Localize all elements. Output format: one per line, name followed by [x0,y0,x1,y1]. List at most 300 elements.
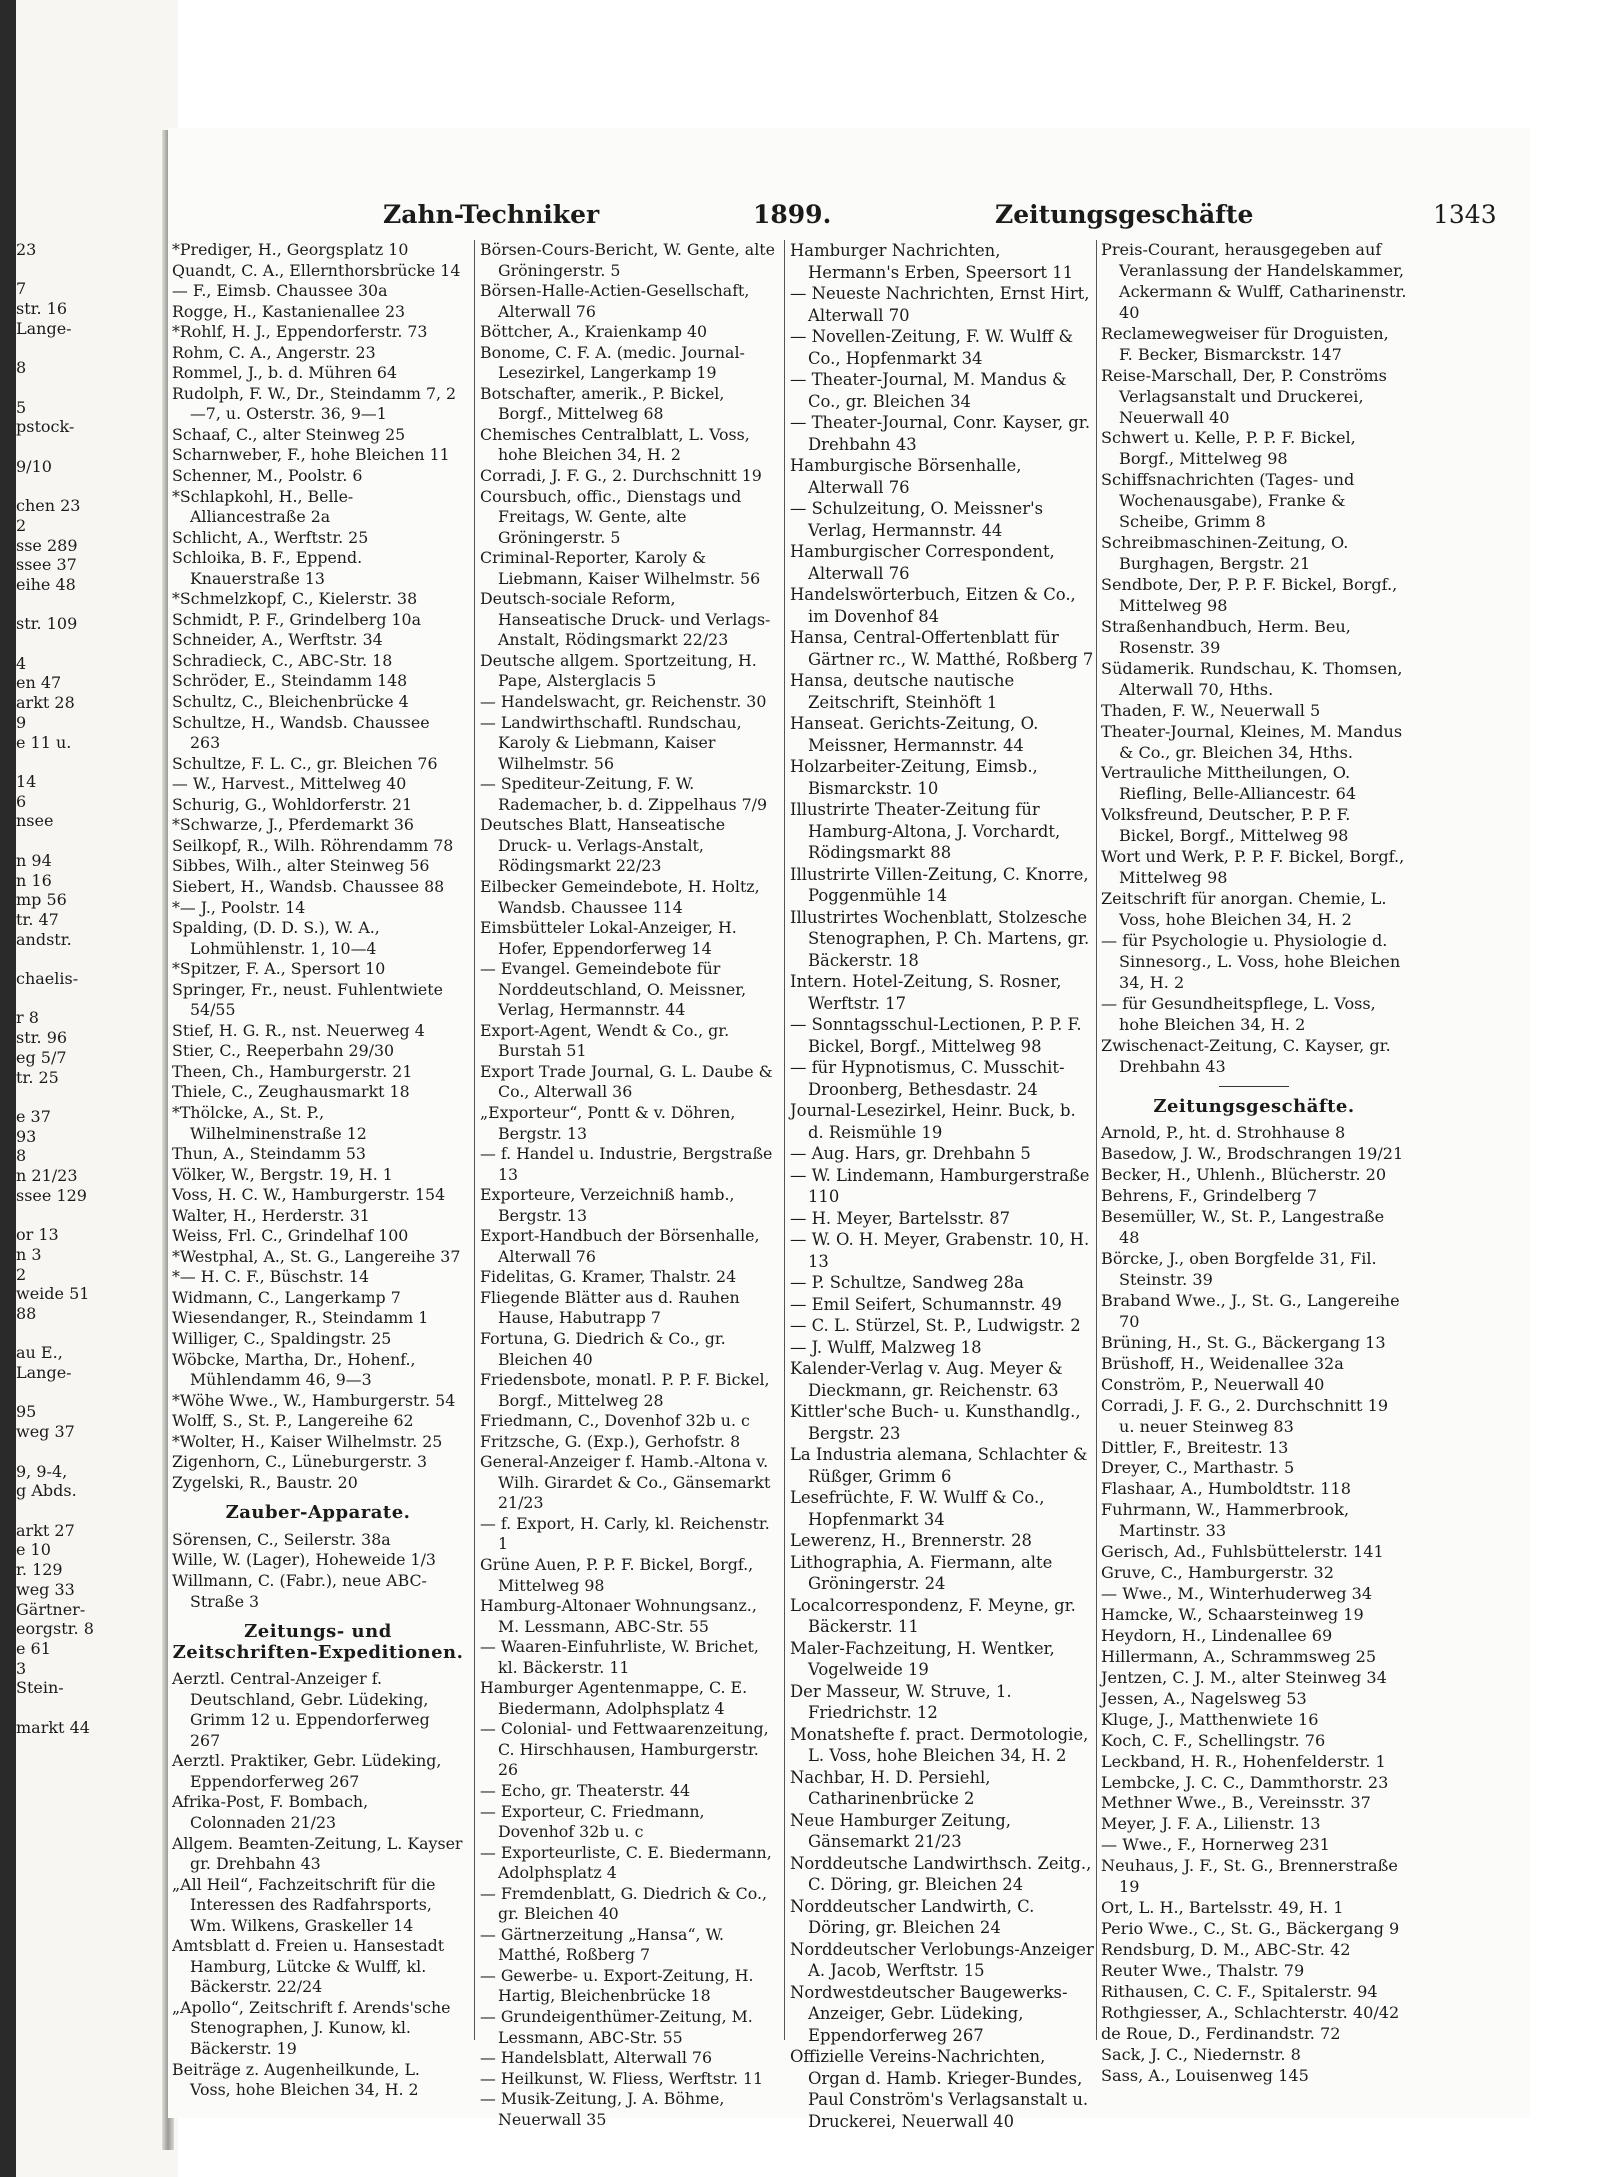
facing-page-fragment: eihe 48 [16,574,76,594]
directory-entry: „Apollo“, Zeitschrift f. Arends'sche Stenographen, J. Kunow, kl. Bäckerstr. 19 [172,1997,451,2059]
directory-entry: Handelswörterbuch, Eitzen & Co., im Dovenhof 84 [790,585,1076,626]
directory-entry: Schaaf, C., alter Steinweg 25 [172,424,406,444]
directory-entry: Schradieck, C., ABC-Str. 18 [172,650,393,670]
facing-page-fragment: 7 [16,279,27,299]
facing-page-fragment: n 3 [16,1244,42,1264]
directory-entry: Thun, A., Steindamm 53 [172,1144,366,1164]
directory-entry: Hamcke, W., Schaarsteinweg 19 [1101,1605,1364,1624]
directory-entry: — f. Handel u. Industrie, Bergstraße 13 [480,1144,773,1184]
directory-entry: Leckband, H. R., Hohenfelderstr. 1 [1101,1751,1386,1771]
directory-entry: Schiffsnachrichten (Tages- und Wochenausgabe), Franke & Scheibe, Grimm 8 [1101,470,1355,532]
directory-entry: — Landwirthschaftl. Rundschau, Karoly & Liebmann, Kaiser Wilhelmstr. 56 [480,712,742,773]
facing-page-fragment: Lange- [16,318,72,338]
section-heading: Zeitungsgeschäfte. [1153,1095,1355,1117]
directory-entry: Hamburgischer Correspondent, Alterwall 76 [790,542,1055,583]
facing-page-fragment: pstock- [16,417,75,437]
facing-page-fragment: chaelis- [16,969,79,989]
directory-entry: Grüne Auen, P. P. F. Bickel, Borgf., Mittelweg 98 [480,1555,754,1595]
directory-entry: Hamburg-Altonaer Wohnungsanz., M. Lessmann, ABC-Str. 55 [480,1596,757,1636]
directory-entry: Stier, C., Reeperbahn 29/30 [172,1041,395,1061]
column-4 [1101,240,1407,2087]
page-number: 1343 [1433,200,1497,229]
column-rule [474,240,475,2040]
facing-page-fragment: r 8 [16,1008,39,1028]
facing-page-fragment: arkt 28 [16,693,75,713]
facing-page-fragment [16,260,162,280]
directory-entry: Siebert, H., Wandsb. Chaussee 88 [172,876,445,896]
header-year: 1899. [753,200,832,229]
directory-entry: Brüshoff, H., Weidenallee 32a [1101,1353,1344,1373]
directory-entry: — Novellen-Zeitung, F. W. Wulff & Co., Hopfenmarkt 34 [790,327,1074,368]
directory-entry: Koch, C. F., Schellingstr. 76 [1101,1730,1326,1750]
facing-page-fragment: 6 [16,791,27,811]
directory-entry: Sibbes, Wilh., alter Steinweg 56 [172,856,430,876]
facing-page-fragment [16,378,162,398]
page-header [383,200,1503,236]
directory-entry: Arnold, P., ht. d. Strohhause 8 [1101,1123,1346,1143]
directory-entry: Kalender-Verlag v. Aug. Meyer & Dieckmann, gr. Reichenstr. 63 [790,1359,1063,1400]
directory-entry: Basedow, J. W., Brodschrangen 19/21 [1101,1144,1404,1164]
directory-entry: Beiträge z. Augenheilkunde, L. Voss, hohe Bleichen 34, H. 2 [172,2059,420,2100]
directory-entry: — Sonntagsschul-Lectionen, P. P. F. Bickel, Borgf., Mittelweg 98 [790,1015,1082,1056]
directory-entry: Behrens, F., Grindelberg 7 [1101,1186,1318,1206]
directory-entry: — Gewerbe- u. Export-Zeitung, H. Hartig, Bleichenbrücke 18 [480,1965,754,2006]
directory-entry: Localcorrespondenz, F. Meyne, gr. Bäckerstr. 11 [790,1595,1076,1636]
directory-entry: — Handelsblatt, Alterwall 76 [480,2048,713,2068]
directory-entry: Fliegende Blätter aus d. Rauhen Hause, Habutrapp 7 [480,1287,740,1328]
directory-entry: Straßenhandbuch, Herm. Beu, Rosenstr. 39 [1101,616,1351,657]
directory-entry: Aerztl. Central-Anzeiger f. Deutschland, Gebr. Lüdeking, Grimm 12 u. Eppendorferweg 267 [172,1669,430,1750]
directory-entry: „Exporteur“, Pontt & v. Döhren, Bergstr. 13 [480,1102,736,1143]
directory-entry: Schultz, C., Bleichenbrücke 4 [172,692,409,712]
directory-entry: — für Gesundheitspflege, L. Voss, hohe Bleichen 34, H. 2 [1101,993,1376,1034]
facing-page-fragment: 5 [16,397,27,417]
facing-page-fragment: n 21/23 [16,1166,78,1186]
directory-entry: Wille, W. (Lager), Hoheweide 1/3 [172,1550,436,1570]
facing-page-fragment: Lange- [16,1363,72,1383]
directory-entry: Export Trade Journal, G. L. Daube & Co., Alterwall 36 [480,1061,773,1102]
directory-entry: Hillermann, A., Schrammsweg 25 [1101,1646,1377,1666]
facing-page-fragment: 23 [16,240,37,259]
directory-entry: Eimsbütteler Lokal-Anzeiger, H. Hofer, Eppendorferweg 14 [480,918,737,958]
directory-entry: Nachbar, H. D. Persiehl, Catharinenbrücke 2 [790,1767,991,1808]
directory-entry: Brüning, H., St. G., Bäckergang 13 [1101,1332,1386,1352]
facing-page-fragment: 4 [16,653,27,673]
directory-entry: Thiele, C., Zeughausmarkt 18 [172,1082,410,1102]
directory-entry: Monatshefte f. pract. Dermotologie, L. Voss, hohe Bleichen 34, H. 2 [790,1724,1089,1765]
directory-entry: *Westphal, A., St. G., Langereihe 37 [172,1246,461,1266]
facing-page-fragment [16,1442,162,1462]
directory-entry: Sendbote, Der, P. P. F. Bickel, Borgf., Mittelweg 98 [1101,575,1398,615]
facing-page-fragment: 93 [16,1126,37,1146]
directory-entry: Maler-Fachzeitung, H. Wentker, Vogelweide 19 [790,1638,1055,1679]
directory-entry: Jessen, A., Nagelsweg 53 [1101,1688,1307,1708]
directory-entry: Schreibmaschinen-Zeitung, O. Burghagen, Bergstr. 21 [1101,533,1349,574]
directory-entry: Schneider, A., Werftstr. 34 [172,630,383,650]
directory-entry: Wort und Werk, P. P. F. Bickel, Borgf., Mittelweg 98 [1101,847,1405,888]
facing-page-fragment: ssee 129 [16,1185,87,1205]
directory-entry: Völker, W., Bergstr. 19, H. 1 [172,1164,393,1184]
directory-entry: Illustrirte Theater-Zeitung für Hamburg-Altona, J. Vorchardt, Rödingsmarkt 88 [790,800,1061,862]
directory-entry: Willmann, C. (Fabr.), neue ABC-Straße 3 [172,1571,427,1611]
directory-entry: — Emil Seifert, Schumannstr. 49 [790,1294,1062,1314]
directory-entry: — Grundeigenthümer-Zeitung, M. Lessmann, ABC-Str. 55 [480,2007,753,2047]
directory-entry: Intern. Hotel-Zeitung, S. Rosner, Werftstr. 17 [790,972,1062,1013]
facing-page-fragment: eorgstr. 8 [16,1619,94,1639]
column-rule [1096,240,1097,2040]
directory-entry: — für Psychologie u. Physiologie d. Sinnesorg., L. Voss, hohe Bleichen 34, H. 2 [1101,930,1401,992]
directory-entry: Sack, J. C., Niedernstr. 8 [1101,2044,1301,2064]
directory-entry: Allgem. Beamten-Zeitung, L. Kayser gr. Drehbahn 43 [172,1833,463,1874]
directory-entry: Rothgiesser, A., Schlachterstr. 40/42 [1101,2002,1400,2022]
directory-entry: Aerztl. Praktiker, Gebr. Lüdeking, Eppendorferweg 267 [172,1751,442,1791]
directory-entry: Schultze, F. L. C., gr. Bleichen 76 [172,753,438,773]
directory-entry: Williger, C., Spaldingstr. 25 [172,1328,392,1348]
facing-page-fragment: 9/10 [16,456,52,476]
facing-page-fragment [16,1501,162,1521]
facing-page-fragment [16,831,162,851]
directory-entry: — Aug. Hars, gr. Drehbahn 5 [790,1144,1031,1163]
facing-page-fragment: g Abds. [16,1481,77,1501]
column-3 [790,240,1094,2132]
directory-entry: Deutsche allgem. Sportzeitung, H. Pape, Alsterglacis 5 [480,650,757,691]
directory-entry: Böttcher, A., Kraienkamp 40 [480,322,708,342]
facing-page-fragment: au E., [16,1343,63,1363]
directory-entry: *Schmelzkopf, C., Kielerstr. 38 [172,589,418,609]
directory-entry: *Schwarze, J., Pferdemarkt 36 [172,815,414,835]
directory-entry: Wiesendanger, R., Steindamm 1 [172,1308,429,1328]
directory-entry: Preis-Courant, herausgegeben auf Veranlassung der Handelskammer, Ackermann & Wulff, Catharinenstr. 40 [1101,240,1407,322]
directory-entry: Rudolph, F. W., Dr., Steindamm 7, 2—7, u. Osterstr. 36, 9—1 [172,383,457,424]
facing-page-fragment: or 13 [16,1225,59,1245]
directory-entry: Reise-Marschall, Der, P. Conströms Verlagsanstalt und Druckerei, Neuerwall 40 [1101,365,1387,427]
facing-page-fragment: 3 [16,1658,27,1678]
directory-entry: Lewerenz, H., Brennerstr. 28 [790,1531,1032,1550]
directory-entry: Schmidt, P. F., Grindelberg 10a [172,609,421,629]
facing-page-fragment [16,476,162,496]
directory-entry: Zwischenact-Zeitung, C. Kayser, gr. Drehbahn 43 [1101,1035,1391,1076]
facing-page-fragment: Gärtner- [16,1599,86,1619]
facing-page-fragment [16,1383,162,1403]
directory-entry: — Spediteur-Zeitung, F. W. Rademacher, b. d. Zippelhaus 7/9 [480,774,768,814]
directory-entry: Hamburger Nachrichten, Hermann's Erben, Speersort 11 [790,241,1074,282]
facing-page-fragment: weide 51 [16,1284,90,1304]
facing-page-fragment: n 94 [16,850,52,870]
facing-page-fragment: Stein- [16,1678,64,1698]
directory-entry: Deutsch-sociale Reform, Hanseatische Druck- und Verlags-Anstalt, Rödingsmarkt 22/23 [480,589,771,650]
column-1 [172,240,464,2101]
facing-page-fragment: eg 5/7 [16,1047,67,1067]
directory-entry: Sass, A., Louisenweg 145 [1101,2065,1309,2085]
directory-entry: Scharnweber, F., hohe Bleichen 11 [172,445,450,465]
directory-entry: Meyer, J. F. A., Lilienstr. 13 [1101,1814,1321,1834]
directory-entry: Hamburgische Börsenhalle, Alterwall 76 [790,456,1022,497]
directory-entry: Hansa, Central-Offertenblatt für Gärtner rc., W. Matthé, Roßberg 7 [790,628,1094,669]
directory-entry: *Rohlf, H. J., Eppendorferstr. 73 [172,322,428,342]
facing-page-fragment: tr. 25 [16,1067,59,1087]
facing-page-fragment: nsee [16,811,54,831]
directory-entry: Hamburger Agentenmappe, C. E. Biedermann, Adolphsplatz 4 [480,1678,748,1718]
binding-shadow [0,0,16,2177]
directory-entry: Börcke, J., oben Borgfelde 31, Fil. Steinstr. 39 [1101,1249,1377,1289]
directory-entry: Norddeutsche Landwirthsch. Zeitg., C. Döring, gr. Bleichen 24 [790,1853,1092,1894]
directory-entry: Wöbcke, Martha, Dr., Hohenf., Mühlendamm 46, 9—3 [172,1349,416,1390]
directory-entry: Illustrirte Villen-Zeitung, C. Knorre, Poggenmühle 14 [790,864,1089,905]
directory-entry: Kluge, J., Matthenwiete 16 [1101,1709,1319,1729]
directory-entry: *— J., Poolstr. 14 [172,897,306,917]
directory-entry: — Exporteur, C. Friedmann, Dovenhof 32b u. c [480,1801,705,1842]
facing-page-fragment [16,752,162,772]
facing-page-fragment: 2 [16,1264,27,1284]
facing-page-column [16,240,162,1737]
directory-entry: Schurig, G., Wohldorferstr. 21 [172,794,413,814]
facing-page-fragment: e 37 [16,1106,51,1126]
facing-page-fragment: str. 16 [16,299,68,319]
directory-entry: — Colonial- und Fettwaarenzeitung, C. Hirschhausen, Hamburgerstr. 26 [480,1719,769,1780]
directory-entry: *Schlapkohl, H., Belle-Alliancestraße 2a [172,486,354,527]
facing-page-fragment [16,949,162,969]
directory-entry: Botschafter, amerik., P. Bickel, Borgf., Mittelweg 68 [480,383,725,424]
directory-entry: Illustrirtes Wochenblatt, Stolzesche Stenographen, P. Ch. Martens, gr. Bäckerstr. 18 [790,907,1090,970]
facing-page-fragment: e 10 [16,1540,51,1560]
directory-entry: Rithausen, C. C. F., Spitalerstr. 94 [1101,1981,1378,2001]
directory-entry: Eilbecker Gemeindebote, H. Holtz, Wandsb. Chaussee 114 [480,876,760,917]
directory-entry: Methner Wwe., B., Vereinsstr. 37 [1101,1793,1371,1813]
facing-page-fragment [16,1205,162,1225]
directory-entry: — Exporteurliste, C. E. Biedermann, Adolphsplatz 4 [480,1842,772,1883]
directory-entry: Volksfreund, Deutscher, P. P. F. Bickel, Borgf., Mittelweg 98 [1101,805,1351,846]
facing-page-fragment: weg 33 [16,1579,75,1599]
directory-entry: Voss, H. C. W., Hamburgerstr. 154 [172,1185,446,1205]
directory-entry: Perio Wwe., C., St. G., Bäckergang 9 [1101,1919,1400,1939]
directory-entry: Fuhrmann, W., Hammerbrook, Martinstr. 33 [1101,1500,1350,1541]
directory-entry: Export-Agent, Wendt & Co., gr. Burstah 51 [480,1020,730,1061]
directory-entry: — Fremdenblatt, G. Diedrich & Co., gr. Bleichen 40 [480,1883,767,1924]
facing-page-fragment: chen 23 [16,496,81,516]
facing-page-fragment: 95 [16,1402,37,1422]
facing-page-fragment: e 11 u. [16,732,72,752]
directory-entry: *Prediger, H., Georgsplatz 10 [172,240,409,259]
column-2 [480,240,775,2130]
facing-page-fragment: str. 96 [16,1028,68,1048]
directory-entry: Sörensen, C., Seilerstr. 38a [172,1529,391,1549]
section-divider [1219,1086,1289,1087]
directory-entry: — Musik-Zeitung, J. A. Böhme, Neuerwall 35 [480,2089,725,2129]
directory-entry: Thaden, F. W., Neuerwall 5 [1101,700,1321,720]
directory-entry: Schloika, B. F., Eppend. Knauerstraße 13 [172,548,363,588]
directory-entry: *Spitzer, F. A., Spersort 10 [172,959,386,979]
facing-page-fragment: arkt 27 [16,1520,75,1540]
directory-entry: Amtsblatt d. Freien u. Hansestadt Hamburg, Lütcke & Wulff, kl. Bäckerstr. 22/24 [172,1936,445,1997]
directory-entry: — F., Eimsb. Chaussee 30a [172,281,388,301]
directory-entry: Südamerik. Rundschau, K. Thomsen, Alterwall 70, Hths. [1101,658,1403,699]
facing-page-fragment [16,1324,162,1344]
directory-entry: Springer, Fr., neust. Fuhlentwiete 54/55 [172,979,443,1020]
directory-entry: — J. Wulff, Malzweg 18 [790,1337,982,1357]
directory-entry: Ort, L. H., Bartelsstr. 49, H. 1 [1101,1898,1344,1918]
directory-entry: — Gärtnerzeitung „Hansa“, W. Matthé, Roßberg 7 [480,1924,725,1965]
facing-page-fragment: tr. 47 [16,909,59,929]
facing-page-fragment: sse 289 [16,535,78,555]
directory-entry: Friedensbote, monatl. P. P. F. Bickel, Borgf., Mittelweg 28 [480,1370,770,1410]
directory-entry: Bonome, C. F. A. (medic. Journal-Lesezirkel, Langerkamp 19 [480,342,745,383]
section-heading: Zeitungs- und Zeitschriften-Expeditionen. [172,1621,464,1663]
facing-page-fragment: n 16 [16,870,52,890]
facing-page-fragment: weg 37 [16,1422,75,1442]
directory-entry: de Roue, D., Ferdinandstr. 72 [1101,2023,1341,2043]
directory-entry: — für Hypnotismus, C. Musschit-Droonberg, Bethesdastr. 24 [790,1058,1065,1099]
directory-entry: Corradi, J. F. G., 2. Durchschnitt 19 [480,466,762,486]
facing-page-fragment: 9, 9-4, [16,1461,68,1481]
directory-entry: Nordwestdeutscher Baugewerks-Anzeiger, Gebr. Lüdeking, Eppendorferweg 267 [790,1982,1068,2045]
directory-entry: — Evangel. Gemeindebote für Norddeutschland, O. Meissner, Verlag, Hermannstr. 44 [480,959,747,1020]
directory-entry: — Waaren-Einfuhrliste, W. Brichet, kl. Bäckerstr. 11 [480,1637,759,1677]
facing-page-fragment: 2 [16,515,27,535]
facing-page-fragment [16,339,162,359]
column-rule [784,240,785,2040]
facing-page-fragment [16,1087,162,1107]
directory-entry: Der Masseur, W. Struve, 1. Friedrichstr. 12 [790,1681,1012,1722]
directory-entry: Schenner, M., Poolstr. 6 [172,466,363,486]
section-heading: Zauber-Apparate. [225,1502,411,1524]
directory-entry: Stief, H. G. R., nst. Neuerweg 4 [172,1020,425,1040]
directory-entry: Chemisches Centralblatt, L. Voss, hohe Bleichen 34, H. 2 [480,424,750,465]
directory-entry: — W. Lindemann, Hamburgerstraße 110 [790,1165,1090,1206]
directory-entry: Rogge, H., Kastanienallee 23 [172,301,406,321]
directory-entry: *Wolter, H., Kaiser Wilhelmstr. 25 [172,1431,443,1451]
directory-entry: Rommel, J., b. d. Mühren 64 [172,363,398,383]
facing-page-fragment: 9 [16,712,27,732]
facing-page-fragment: ssee 37 [16,555,77,575]
directory-entry: Reclamewegweiser für Droguisten, F. Becker, Bismarckstr. 147 [1101,323,1389,364]
directory-entry: Norddeutscher Landwirth, C. Döring, gr. Bleichen 24 [790,1896,1035,1937]
directory-entry: Holzarbeiter-Zeitung, Eimsb., Bismarckstr. 10 [790,757,1038,798]
directory-entry: Fritzsche, G. (Exp.), Gerhofstr. 8 [480,1431,741,1451]
directory-entry: Exporteure, Verzeichniß hamb., Bergstr. 13 [480,1185,735,1225]
directory-entry: — P. Schultze, Sandweg 28a [790,1273,1024,1292]
facing-page-fragment: 14 [16,771,37,791]
directory-entry: Coursbuch, offic., Dienstags und Freitags, W. Gente, alte Gröningerstr. 5 [480,486,742,547]
directory-entry: Fortuna, G. Diedrich & Co., gr. Bleichen 40 [480,1328,726,1369]
facing-page-fragment: andstr. [16,929,72,949]
directory-entry: — Wwe., M., Winterhuderweg 34 [1101,1584,1373,1604]
directory-entry: Rendsburg, D. M., ABC-Str. 42 [1101,1940,1351,1959]
directory-entry: General-Anzeiger f. Hamb.-Altona v. Wilh. Girardet & Co., Gänsemarkt 21/23 [480,1452,771,1513]
directory-entry: Heydorn, H., Lindenallee 69 [1101,1625,1333,1645]
header-section: Zeitungsgeschäfte [995,200,1254,229]
directory-entry: Spalding, (D. D. S.), W. A., Lohmühlenstr. 1, 10—4 [172,918,380,958]
directory-entry: *— H. C. F., Büschstr. 14 [172,1267,369,1287]
facing-page-fragment: e 61 [16,1638,51,1658]
directory-entry: Deutsches Blatt, Hanseatische Druck- u. Verlags-Anstalt, Rödingsmarkt 22/23 [480,815,726,876]
directory-entry: Hanseat. Gerichts-Zeitung, O. Meissner, Hermannstr. 44 [790,714,1039,755]
directory-entry: Seilkopf, R., Wilh. Röhrendamm 78 [172,835,454,855]
directory-entry: Zeitschrift für anorgan. Chemie, L. Voss, hohe Bleichen 34, H. 2 [1101,889,1387,929]
facing-page-fragment [16,595,162,615]
directory-entry: Vertrauliche Mittheilungen, O. Riefling, Belle-Alliancestr. 64 [1101,763,1357,804]
directory-entry: Börsen-Cours-Bericht, W. Gente, alte Gröningerstr. 5 [480,240,775,280]
directory-entry: Schlicht, A., Werftstr. 25 [172,527,369,547]
directory-entry: Theater-Journal, Kleines, M. Mandus & Co., gr. Bleichen 34, Hths. [1101,721,1403,762]
directory-entry: — Wwe., F., Hornerweg 231 [1101,1835,1330,1855]
directory-entry: — W., Harvest., Mittelweg 40 [172,774,407,794]
directory-entry: Zygelski, R., Baustr. 20 [172,1472,358,1492]
directory-entry: — Echo, gr. Theaterstr. 44 [480,1781,691,1801]
directory-entry: Afrika-Post, F. Bombach, Colonnaden 21/23 [172,1792,369,1833]
directory-entry: Neue Hamburger Zeitung, Gänsemarkt 21/23 [790,1810,1011,1851]
facing-page-fragment: 88 [16,1303,37,1323]
directory-entry: Export-Handbuch der Börsenhalle, Alterwall 76 [480,1226,760,1266]
directory-entry: — Schulzeitung, O. Meissner's Verlag, Hermannstr. 44 [790,499,1044,540]
facing-page-fragment: r. 129 [16,1560,63,1580]
facing-page-fragment: en 47 [16,673,62,693]
directory-entry: Schwert u. Kelle, P. P. F. Bickel, Borgf., Mittelweg 98 [1101,428,1356,469]
directory-entry: Quandt, C. A., Ellernthorsbrücke 14 [172,260,461,280]
directory-entry: Lembcke, J. C. C., Dammthorstr. 23 [1101,1772,1389,1792]
directory-entry: Offizielle Vereins-Nachrichten, Organ d. Hamb. Krieger-Bundes, Paul Conström's Verlagsanstalt u. Druckerei, Neuerwall 40 [790,2047,1089,2131]
directory-entry: Lithographia, A. Fiermann, alte Gröningerstr. 24 [790,1552,1053,1593]
directory-entry: — Handelswacht, gr. Reichenstr. 30 [480,692,767,712]
facing-page-edge [0,0,178,2177]
directory-entry: Dittler, F., Breitestr. 13 [1101,1437,1289,1457]
directory-entry: Journal-Lesezirkel, Heinr. Buck, b. d. Reismühle 19 [790,1101,1076,1142]
directory-entry: — f. Export, H. Carly, kl. Reichenstr. 1 [480,1513,770,1554]
header-category: Zahn-Techniker [383,200,600,229]
directory-entry: Schultze, H., Wandsb. Chaussee 263 [172,712,430,753]
directory-entry: Jentzen, C. J. M., alter Steinweg 34 [1101,1667,1387,1687]
directory-entry: Schröder, E., Steindamm 148 [172,671,408,691]
directory-entry: Weiss, Frl. C., Grindelhaf 100 [172,1226,409,1246]
directory-entry: Zigenhorn, C., Lüneburgerstr. 3 [172,1452,428,1472]
directory-entry: Börsen-Halle-Actien-Gesellschaft, Alterwall 76 [480,281,750,321]
directory-entry: — Theater-Journal, M. Mandus & Co., gr. Bleichen 34 [790,370,1067,411]
directory-entry: Neuhaus, J. F., St. G., Brennerstraße 19 [1101,1856,1398,1897]
facing-page-fragment: mp 56 [16,890,67,910]
facing-page-fragment [16,437,162,457]
directory-entry: Gruve, C., Hamburgerstr. 32 [1101,1563,1334,1583]
directory-entry: Hansa, deutsche nautische Zeitschrift, Steinhöft 1 [790,671,1015,712]
facing-page-fragment [16,989,162,1009]
directory-entry: Widmann, C., Langerkamp 7 [172,1287,401,1307]
directory-entry: Conström, P., Neuerwall 40 [1101,1374,1325,1394]
directory-entry: Kittler'sche Buch- u. Kunsthandlg., Bergstr. 23 [790,1402,1081,1443]
facing-page-fragment [16,634,162,654]
facing-page-fragment: 8 [16,358,27,378]
directory-entry: Theen, Ch., Hamburgerstr. 21 [172,1061,413,1081]
directory-entry: Walter, H., Herderstr. 31 [172,1205,370,1225]
directory-entry: Friedmann, C., Dovenhof 32b u. c [480,1411,750,1431]
directory-entry: Gerisch, Ad., Fuhlsbüttelerstr. 141 [1101,1542,1384,1562]
directory-entry: Besemüller, W., St. P., Langestraße 48 [1101,1207,1385,1248]
directory-entry: Reuter Wwe., Thalstr. 79 [1101,1960,1305,1980]
directory-entry: Corradi, J. F. G., 2. Durchschnitt 19 u. neuer Steinweg 83 [1101,1395,1389,1436]
facing-page-fragment: markt 44 [16,1717,90,1737]
directory-entry: Norddeutscher Verlobungs-Anzeiger A. Jacob, Werftstr. 15 [790,1939,1094,1980]
directory-entry: — Heilkunst, W. Fliess, Werftstr. 11 [480,2068,764,2088]
directory-entry: La Industria alemana, Schlachter & Rüßger, Grimm 6 [790,1445,1088,1486]
directory-entry: Braband Wwe., J., St. G., Langereihe 70 [1101,1290,1400,1331]
directory-entry: Rohm, C. A., Angerstr. 23 [172,342,376,362]
facing-page-fragment: str. 109 [16,614,78,634]
directory-entry: — W. O. H. Meyer, Grabenstr. 10, H. 13 [790,1230,1090,1271]
directory-entry: *Wöhe Wwe., W., Hamburgerstr. 54 [172,1390,456,1410]
directory-entry: — C. L. Stürzel, St. P., Ludwigstr. 2 [790,1316,1081,1335]
facing-page-fragment: 8 [16,1146,27,1166]
directory-entry: Lesefrüchte, F. W. Wulff & Co., Hopfenmarkt 34 [790,1488,1045,1529]
directory-entry: — Neueste Nachrichten, Ernst Hirt, Alterwall 70 [790,284,1090,325]
directory-entry: — H. Meyer, Bartelsstr. 87 [790,1208,1011,1228]
directory-entry: Fidelitas, G. Kramer, Thalstr. 24 [480,1267,737,1287]
